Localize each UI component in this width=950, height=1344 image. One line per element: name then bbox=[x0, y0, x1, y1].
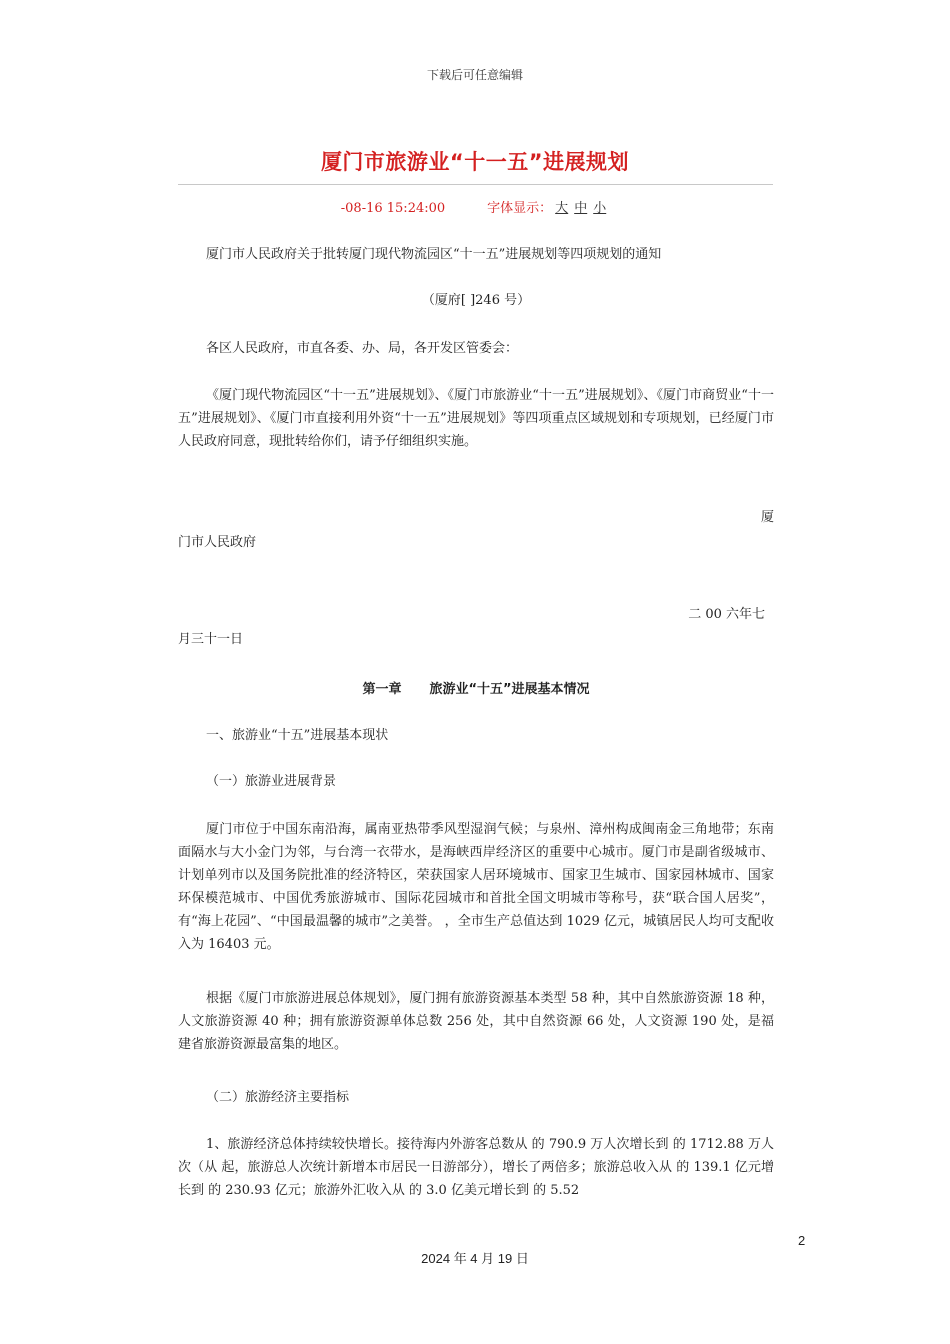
subsection-heading-2: （二）旅游经济主要指标 bbox=[206, 1090, 350, 1105]
chapter-heading bbox=[178, 678, 774, 697]
font-size-small-link[interactable]: 小 bbox=[593, 201, 607, 216]
font-size-large-link[interactable]: 大 bbox=[555, 201, 569, 216]
paragraph-indicators: 1、旅游经济总体持续较快增长。接待海内外游客总数从 的 790.9 万人次增长到 的 1712.88 万人次（从 起，旅游总人次统计新增本市居民一日游部分），增长了两倍多；旅游总收入从 的 139.1 亿元增长到 的 230.93 亿元；旅游外汇收入从 的 3.0 亿美元增长到 的 5.52 bbox=[178, 1137, 774, 1198]
download-note: 下载后可任意编辑 bbox=[426, 68, 523, 82]
publish-timestamp: -08-16 15:24:00 bbox=[340, 201, 446, 216]
signature-line-1: 厦 bbox=[760, 510, 774, 525]
sign-date-line-2: 月三十一日 bbox=[178, 632, 244, 647]
font-size-medium-link[interactable]: 中 bbox=[574, 201, 588, 216]
subsection-heading-1: （一）旅游业进展背景 bbox=[206, 774, 337, 789]
article-meta bbox=[0, 197, 950, 216]
page-title: 厦门市旅游业“十一五”进展规划 bbox=[320, 150, 630, 174]
salutation: 各区人民政府，市直各委、办、局，各开发区管委会： bbox=[206, 341, 519, 356]
footer-date: 2024 年 4 月 19 日 bbox=[421, 1251, 529, 1266]
chapter-number: 第一章 bbox=[362, 682, 402, 697]
font-size-label: 字体显示： bbox=[487, 201, 553, 216]
section-heading-1: 一、旅游业“十五”进展基本现状 bbox=[206, 728, 389, 743]
title-divider bbox=[178, 184, 773, 185]
document-number: （厦府[ ]246 号） bbox=[421, 293, 531, 308]
paragraph-resources: 根据《厦门市旅游进展总体规划》，厦门拥有旅游资源基本类型 58 种，其中自然旅游资源 18 种，人文旅游资源 40 种；拥有旅游资源单体总数 256 处，其中自然资源 66 处，人文资源 190 处，是福建省旅游资源最富集的地区。 bbox=[178, 991, 774, 1052]
sign-date-line-1: 二 00 六年七 bbox=[688, 607, 765, 622]
notice-title: 厦门市人民政府关于批转厦门现代物流园区“十一五”进展规划等四项规划的通知 bbox=[206, 247, 662, 262]
page-number: 2 bbox=[798, 1233, 806, 1248]
notice-body: 《厦门现代物流园区“十一五”进展规划》、《厦门市旅游业“十一五”进展规划》、《厦门市商贸业“十一五”进展规划》、《厦门市直接利用外资“十一五”进展规划》等四项重点区域规划和专项规划，已经厦门市人民政府同意，现批转给你们，请予仔细组织实施。 bbox=[178, 388, 774, 449]
signature-line-2: 门市人民政府 bbox=[178, 535, 257, 550]
paragraph-background: 厦门市位于中国东南沿海，属南亚热带季风型湿润气候；与泉州、漳州构成闽南金三角地带；东南面隔水与大小金门为邻，与台湾一衣带水，是海峡西岸经济区的重要中心城市。厦门市是副省级城市、计划单列市以及国务院批准的经济特区，荣获国家人居环境城市、国家卫生城市、国家园林城市、国家环保模范城市、中国优秀旅游城市、国际花园城市和首批全国文明城市等称号，获“联合国人居奖”，有“海上花园”、“中国最温馨的城市”之美誉。 ，全市生产总值达到 1029 亿元，城镇居民人均可支配收入为 16403 元。 bbox=[178, 822, 774, 952]
chapter-title: 旅游业“十五”进展基本情况 bbox=[429, 682, 590, 697]
